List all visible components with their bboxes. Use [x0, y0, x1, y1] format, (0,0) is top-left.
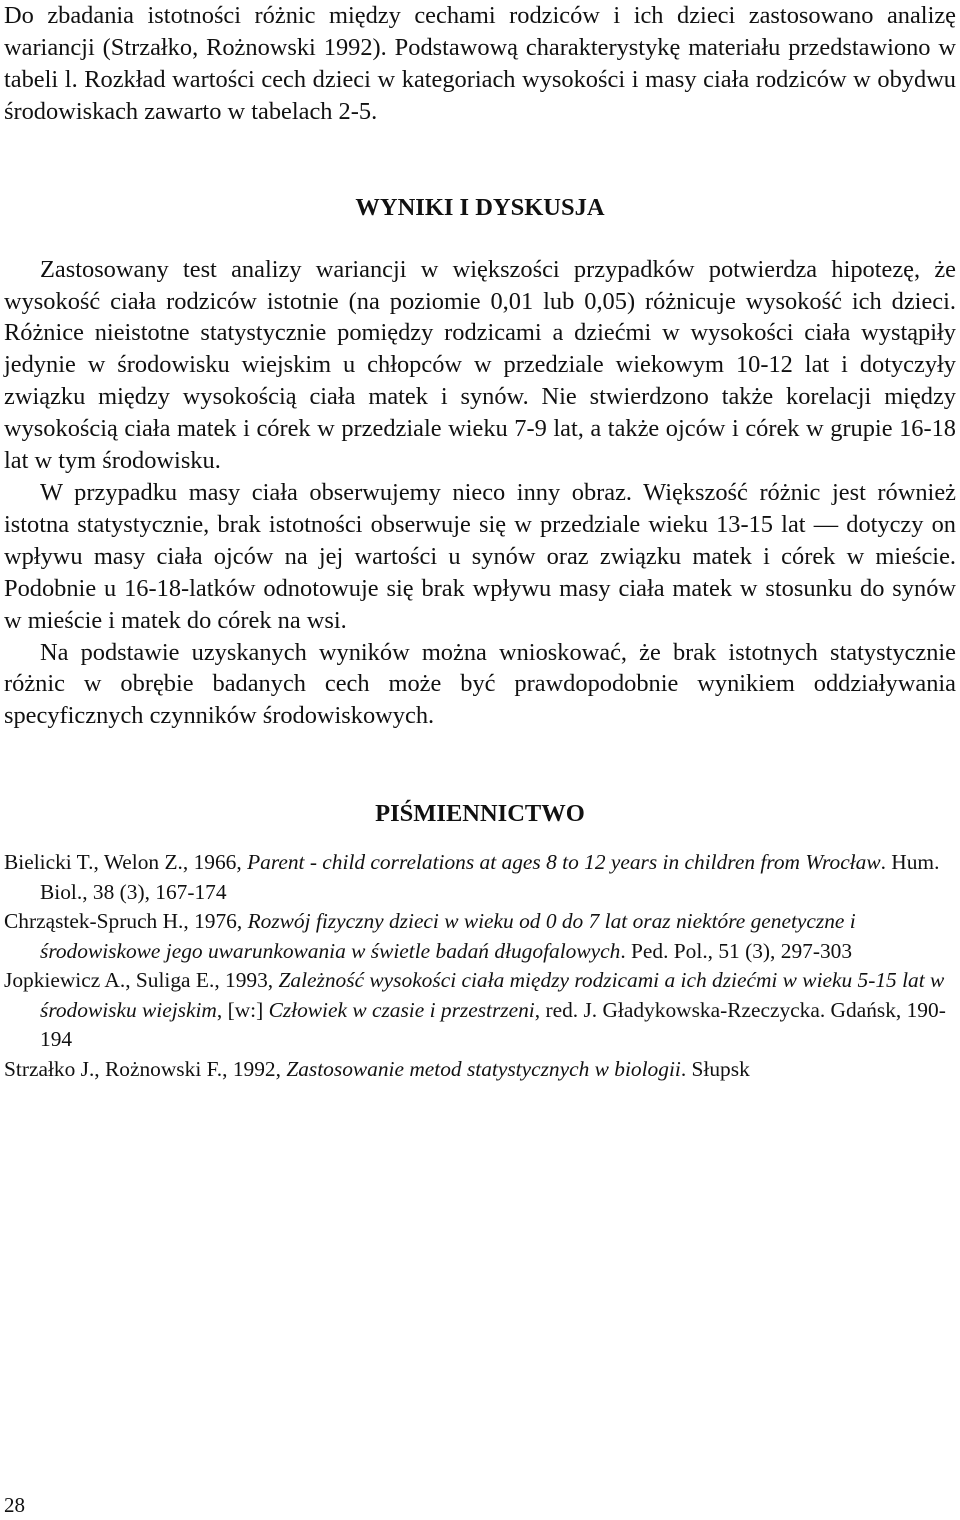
reference-authors: Chrząstek-Spruch H., 1976, [4, 909, 248, 934]
reference-authors: Jopkiewicz A., Suliga E., 1993, [4, 968, 279, 993]
reference-list [4, 848, 956, 1084]
reference-title: Rozwój fizyczny dzieci w wieku od 0 do 7 lat oraz niektóre genetyczne i środowiskowe jego uwarunkowania w świetle badań długofalowych [40, 909, 856, 963]
reference-title: Zależność wysokości ciała między rodzicami a ich dziećmi w wieku 5-15 lat w środowisku wiejskim [40, 968, 945, 1022]
results-paragraph-3: Na podstawie uzyskanych wyników można wnioskować, że brak istotnych statystycznie różnic w obrębie badanych cech może być prawdopodobnie wynikiem oddziaływania specyficznych czynników środowiskowych. [4, 638, 956, 730]
reference-item [4, 1055, 956, 1085]
reference-source: . Hum. Biol., 38 (3), 167-174 [40, 850, 940, 904]
reference-source: , red. J. Gładykowska-Rzeczycka. Gdańsk, 190-194 [40, 997, 946, 1052]
reference-source: . Ped. Pol., 51 (3), 297-303 [620, 938, 853, 963]
reference-item [4, 907, 956, 966]
reference-connector: , [w:] [216, 997, 269, 1022]
document-page [4, 0, 956, 1084]
reference-title: Zastosowanie metod statystycznych w biologii [286, 1056, 681, 1081]
reference-book-title: Człowiek w czasie i przestrzeni [268, 997, 535, 1022]
intro-paragraph: Do zbadania istotności różnic między cechami rodziców i ich dzieci zastosowano analizę wariancji (Strzałko, Rożnowski 1992). Podstawową charakterystykę materiału przedstawiono w tabeli l. Rozkład wartości cech dzieci w kategoriach wysokości i masy ciała rodziców w obydwu środowiskach zawarto w tabelach 2-5. [4, 2, 956, 125]
references-heading: PIŚMIENNICTWO [375, 800, 585, 828]
results-paragraph-2: W przypadku masy ciała obserwujemy nieco inny obraz. Większość różnic jest również istotna statystycznie, brak istotności obserwuje się w przedziale wieku 13-15 lat — dotyczy on wpływu masy ciała ojców na jej wartości u synów oraz związku matek i córek w mieście. Podobnie u 16-18-latków odnotowuje się brak wpływu masy ciała matek w stosunku do synów w mieście i matek do córek na wsi. [4, 478, 956, 634]
results-paragraph-1: Zastosowany test analizy wariancji w większości przypadków potwierdza hipotezę, że wysokość ciała rodziców istotnie (na poziomie 0,01 lub 0,05) różnicuje wysokość ich dzieci. Różnice nieistotne statystycznie pomiędzy rodzicami a dziećmi w wysokości ciała wystąpiły jedynie w środowisku wiejskim u chłopców w przedziale wiekowym 10-12 lat i dotyczyły związku między wysokością ciała matek i synów. Nie stwierdzono także korelacji między wysokością ciała matek i córek w przedziale wieku 7-9 lat, a także ojców i córek w grupie 16-18 lat w tym środowisku. [4, 255, 956, 475]
page-number: 28 [4, 1493, 25, 1517]
reference-item [4, 848, 956, 907]
reference-authors: Bielicki T., Welon Z., 1966, [4, 850, 248, 875]
reference-item [4, 966, 956, 1055]
reference-authors: Strzałko J., Rożnowski F., 1992, [4, 1056, 287, 1081]
reference-title: Parent - child correlations at ages 8 to 12 years in children from Wrocław [247, 850, 881, 875]
results-heading: WYNIKI I DYSKUSJA [355, 193, 605, 221]
reference-source: . Słupsk [680, 1056, 750, 1081]
